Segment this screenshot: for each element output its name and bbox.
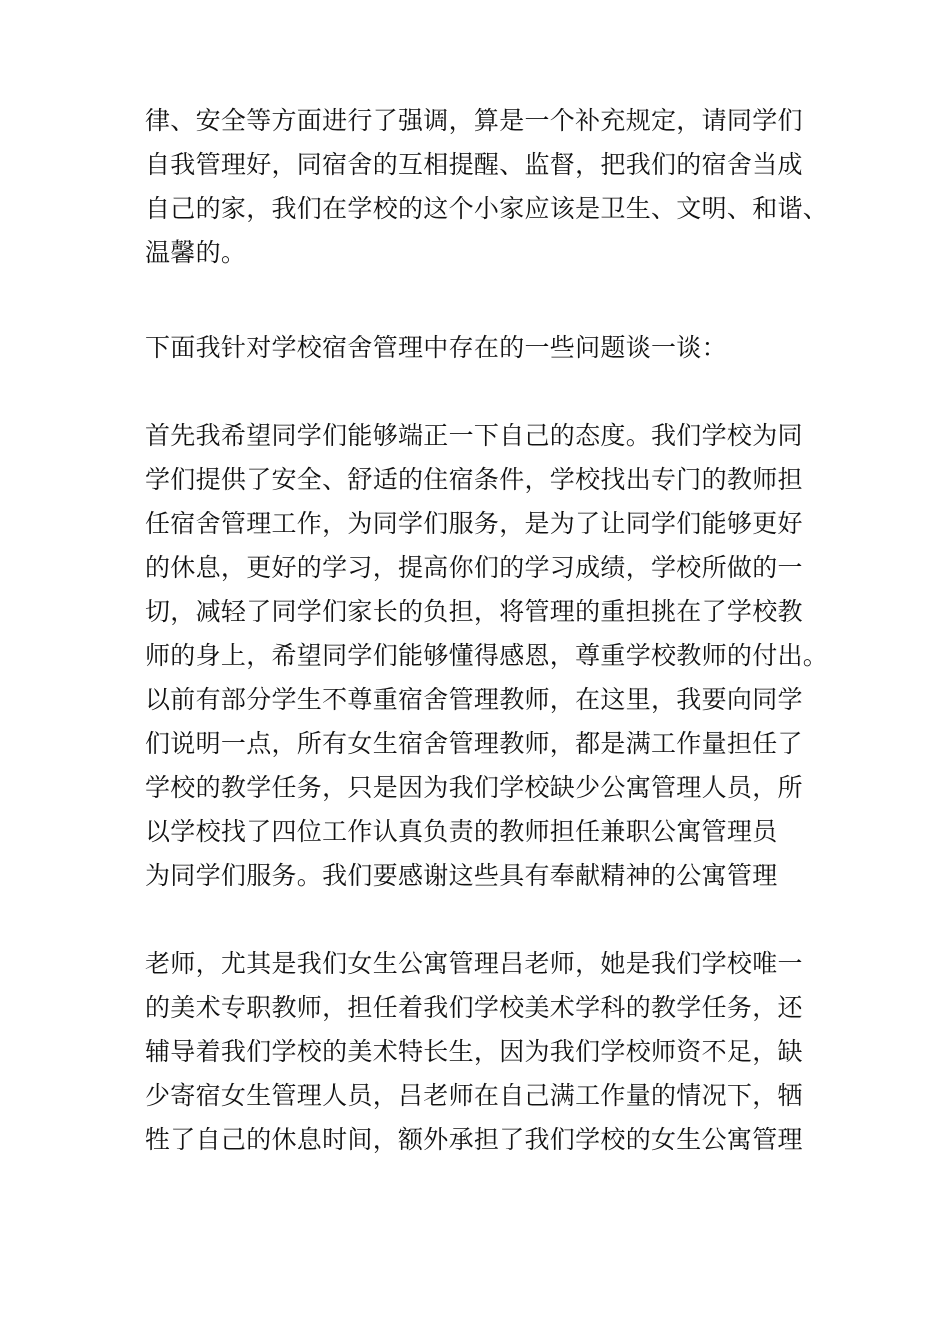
paragraph-3-line-5: 切，减轻了同学们家长的负担，将管理的重担挑在了学校教 bbox=[145, 597, 803, 626]
paragraph-3-line-10: 以学校找了四位工作认真负责的教师担任兼职公寓管理员 bbox=[145, 817, 778, 846]
paragraph-3-line-11: 为同学们服务。我们要感谢这些具有奉献精神的公寓管理 bbox=[145, 861, 778, 890]
paragraph-4-line-2: 的美术专职教师，担任着我们学校美术学科的教学任务，还 bbox=[145, 993, 803, 1022]
paragraph-1-line-3: 自己的家，我们在学校的这个小家应该是卫生、文明、和谐、 bbox=[145, 194, 829, 223]
paragraph-1-line-1: 律、安全等方面进行了强调，算是一个补充规定，请同学们 bbox=[145, 106, 803, 135]
paragraph-3-line-6: 师的身上，希望同学们能够懂得感恩，尊重学校教师的付出。 bbox=[145, 641, 829, 670]
paragraph-4-line-4: 少寄宿女生管理人员，吕老师在自己满工作量的情况下，牺 bbox=[145, 1081, 803, 1110]
paragraph-3-line-2: 学们提供了安全、舒适的住宿条件，学校找出专门的教师担 bbox=[145, 465, 803, 494]
paragraph-3-line-3: 任宿舍管理工作，为同学们服务，是为了让同学们能够更好 bbox=[145, 509, 803, 538]
paragraph-3-line-1: 首先我希望同学们能够端正一下自己的态度。我们学校为同 bbox=[145, 421, 803, 450]
paragraph-3-line-4: 的休息，更好的学习，提高你们的学习成绩，学校所做的一 bbox=[145, 553, 803, 582]
paragraph-3-line-9: 学校的教学任务，只是因为我们学校缺少公寓管理人员，所 bbox=[145, 773, 803, 802]
paragraph-4-line-1: 老师，尤其是我们女生公寓管理吕老师，她是我们学校唯一 bbox=[145, 949, 803, 978]
paragraph-3-line-8: 们说明一点，所有女生宿舍管理教师，都是满工作量担任了 bbox=[145, 729, 803, 758]
paragraph-3-line-7: 以前有部分学生不尊重宿舍管理教师，在这里，我要向同学 bbox=[145, 685, 803, 714]
paragraph-1-line-4: 温馨的。 bbox=[145, 238, 247, 267]
paragraph-4-line-5: 牲了自己的休息时间，额外承担了我们学校的女生公寓管理 bbox=[145, 1125, 803, 1154]
paragraph-4-line-3: 辅导着我们学校的美术特长生，因为我们学校师资不足，缺 bbox=[145, 1037, 803, 1066]
paragraph-1-line-2: 自我管理好，同宿舍的互相提醒、监督，把我们的宿舍当成 bbox=[145, 150, 803, 179]
paragraph-2-line-1: 下面我针对学校宿舍管理中存在的一些问题谈一谈： bbox=[145, 333, 727, 362]
